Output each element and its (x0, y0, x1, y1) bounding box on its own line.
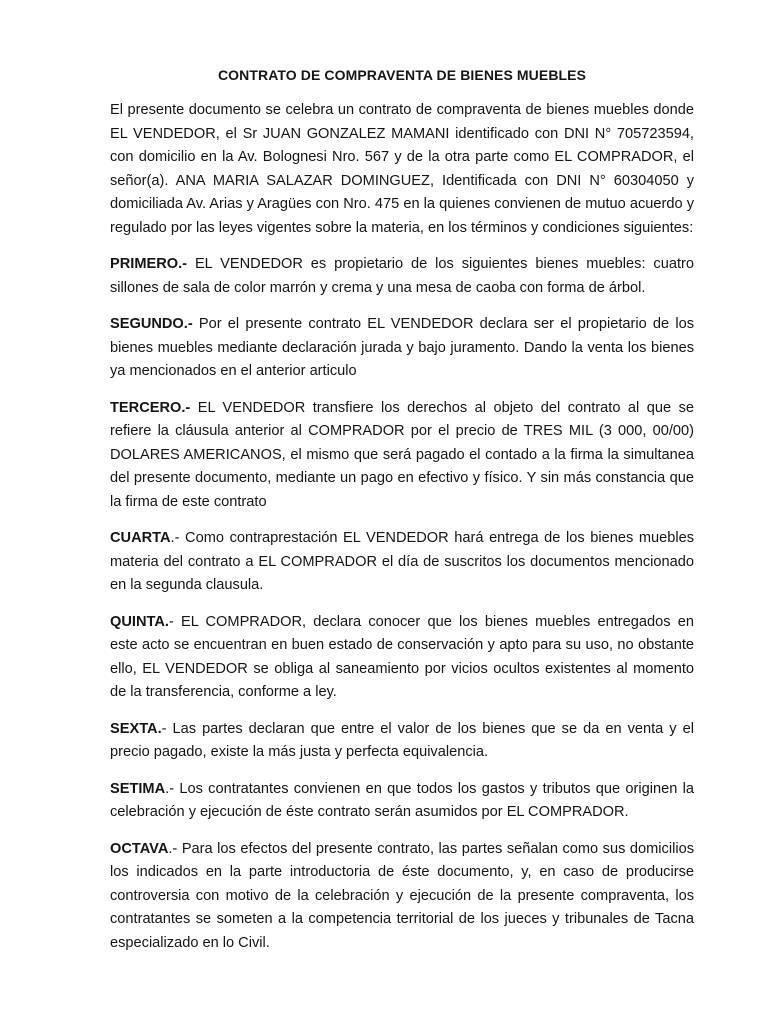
clause-sexta (110, 718, 694, 765)
clause-text: Por el presente contrato EL VENDEDOR declara ser el propietario de los bienes muebles mediante declaración jurada y bajo juramento. Dando la venta los bienes ya mencionados en el anterior articulo (110, 316, 694, 379)
clause-text: - EL COMPRADOR, declara conocer que los bienes muebles entregados en este acto se encuentran en buen estado de conservación y apto para su uso, no obstante ello, EL VENDEDOR se obliga al saneamiento por vicios ocultos existentes al momento de la transferencia, conforme a ley. (110, 613, 694, 700)
clause-primero (110, 253, 694, 300)
clause-heading: PRIMERO.- (110, 256, 188, 272)
clause-text: .- Para los efectos del presente contrato, las partes señalan como sus domicilios los indicados en la parte introductoria de éste documento, y, en caso de producirse controversia con motivo de la celebración y ejecución de la presente compraventa, los contratantes se someten a la competencia territorial de los jueces y tribunales de Tacna especializado en lo Civil. (110, 840, 694, 951)
clause-text: EL VENDEDOR transfiere los derechos al objeto del contrato al que se refiere la cláusula anterior al COMPRADOR por el precio de TRES MIL (3 000, 00/00) DOLARES AMERICANOS, el mismo que será pagado el contado a la firma la simultanea del presente documento, mediante un pago en efectivo y físico. Y sin más constancia que la firma de este contrato (110, 399, 694, 510)
clause-heading: TERCERO.- (110, 399, 191, 416)
clause-segundo (110, 313, 694, 384)
document-title: CONTRATO DE COMPRAVENTA DE BIENES MUEBLES (217, 67, 587, 83)
clause-tercero (110, 397, 694, 515)
clause-heading: CUARTA (110, 530, 171, 546)
clause-text: .- Como contraprestación EL VENDEDOR hará entrega de los bienes muebles materia del contrato a EL COMPRADOR el día de suscritos los documentos mencionado en la segunda clausula. (110, 530, 694, 593)
clause-text: .- Los contratantes convienen en que todos los gastos y tributos que originen la celebración y ejecución de éste contrato serán asumidos por EL COMPRADOR. (110, 780, 694, 820)
clause-setima (110, 778, 694, 825)
clause-octava (110, 838, 694, 956)
clause-text: EL VENDEDOR es propietario de los siguientes bienes muebles: cuatro sillones de sala de color marrón y crema y una mesa de caoba con forma de árbol. (110, 256, 694, 296)
clause-heading: SEXTA. (110, 720, 162, 737)
clause-heading: OCTAVA (110, 840, 169, 857)
intro-paragraph: El presente documento se celebra un contrato de compraventa de bienes muebles donde EL VENDEDOR, el Sr JUAN GONZALEZ MAMANI identificado con DNI N° 705723594, con domicilio en la Av. Bolognesi Nro. 567 y de la otra parte como EL COMPRADOR, el señor(a). ANA MARIA SALAZAR DOMINGUEZ, Identificada con DNI N° 60304050 y domiciliada Av. Arias y Aragües con Nro. 475 en la quienes convienen de mutuo acuerdo y regulado por las leyes vigentes sobre la materia, en los términos y condiciones siguientes: (110, 102, 694, 236)
clause-heading: SETIMA (110, 780, 166, 797)
clause-text: - Las partes declaran que entre el valor de los bienes que se da en venta y el precio pagado, existe la más justa y perfecta equivalencia. (110, 720, 694, 760)
clause-heading: QUINTA. (110, 613, 169, 630)
clause-heading: SEGUNDO.- (110, 316, 193, 332)
clause-quinta (110, 611, 694, 705)
document-page (110, 66, 694, 968)
clause-cuarta (110, 527, 694, 598)
